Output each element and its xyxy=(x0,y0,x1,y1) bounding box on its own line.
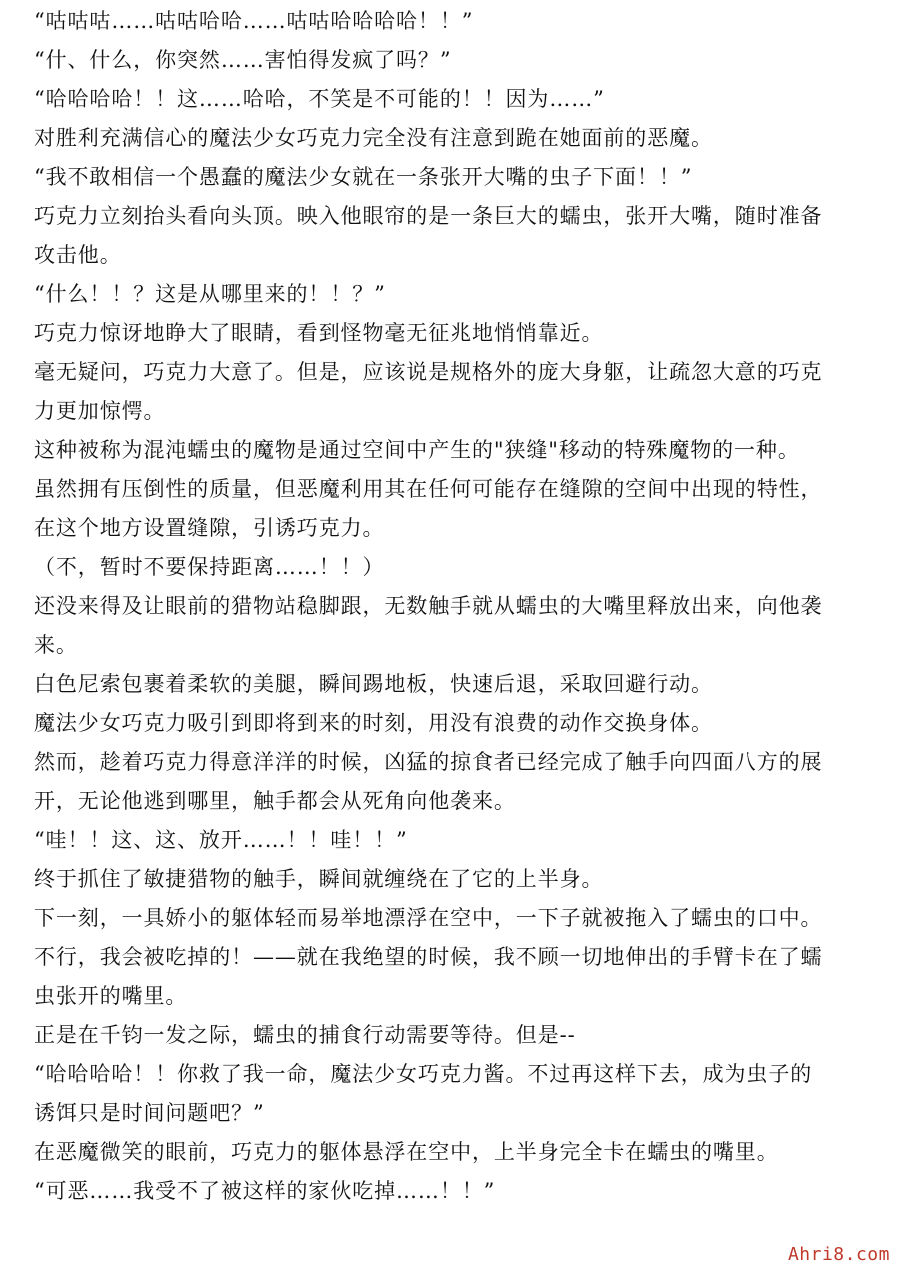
text-line: 白色尼索包裹着柔软的美腿，瞬间踢地板，快速后退，采取回避行动。 xyxy=(34,672,713,696)
text-line: 正是在千钧一发之际，蠕虫的捕食行动需要等待。但是-- xyxy=(34,1023,576,1047)
text-line: 对胜利充满信心的魔法少女巧克力完全没有注意到跪在她面前的恶魔。 xyxy=(34,126,713,150)
text-line: 下一刻，一具娇小的躯体轻而易举地漂浮在空中，一下子就被拖入了蠕虫的口中。 xyxy=(34,906,823,930)
watermark: Ahri8.com xyxy=(787,1244,890,1265)
text-line: “哇！！这、这、放开……！！哇！！” xyxy=(34,828,408,852)
text-line: “我不敢相信一个愚蠢的魔法少女就在一条张开大嘴的虫子下面！！” xyxy=(34,165,693,189)
text-line: （不，暂时不要保持距离……！！） xyxy=(34,555,385,579)
text-line: 这种被称为混沌蠕虫的魔物是通过空间中产生的"狭缝"移动的特殊魔物的一种。 xyxy=(34,438,800,462)
text-line: 在恶魔微笑的眼前，巧克力的躯体悬浮在空中，上半身完全卡在蠕虫的嘴里。 xyxy=(34,1140,779,1164)
text-line: 毫无疑问，巧克力大意了。但是，应该说是规格外的庞大身躯，让疏忽大意的巧克 xyxy=(34,360,823,384)
text-line: “什么！！？这是从哪里来的！！？” xyxy=(34,282,386,306)
text-line: 诱饵只是时间问题吧？” xyxy=(34,1101,265,1125)
text-line: “哈哈哈哈！！这……哈哈，不笑是不可能的！！因为……” xyxy=(34,87,605,111)
text-line: 虫张开的嘴里。 xyxy=(34,984,188,1008)
text-line: 开，无论他逃到哪里，触手都会从死角向他袭来。 xyxy=(34,789,516,813)
text-line: 巧克力惊讶地睁大了眼睛，看到怪物毫无征兆地悄悄靠近。 xyxy=(34,321,604,345)
text-line: “咕咕咕……咕咕哈哈……咕咕哈哈哈哈！！” xyxy=(34,9,474,33)
text-line: 然而，趁着巧克力得意洋洋的时候，凶猛的掠食者已经完成了触手向四面八方的展 xyxy=(34,750,823,774)
text-line: “可恶……我受不了被这样的家伙吃掉……！！” xyxy=(34,1179,496,1203)
text-line: 不行，我会被吃掉的！——就在我绝望的时候，我不顾一切地伸出的手臂卡在了蠕 xyxy=(34,945,823,969)
text-line: 攻击他。 xyxy=(34,243,122,267)
text-line: 巧克力立刻抬头看向头顶。映入他眼帘的是一条巨大的蠕虫，张开大嘴，随时准备 xyxy=(34,204,823,228)
text-line: 终于抓住了敏捷猎物的触手，瞬间就缠绕在了它的上半身。 xyxy=(34,867,604,891)
text-line: 还没来得及让眼前的猎物站稳脚跟，无数触手就从蠕虫的大嘴里释放出来，向他袭 xyxy=(34,594,823,618)
text-line: 在这个地方设置缝隙，引诱巧克力。 xyxy=(34,516,385,540)
text-line: 来。 xyxy=(34,633,78,657)
text-line: 虽然拥有压倒性的质量，但恶魔利用其在任何可能存在缝隙的空间中出现的特性， xyxy=(34,477,823,501)
text-line: “什、什么，你突然……害怕得发疯了吗？” xyxy=(34,48,452,72)
text-line: “哈哈哈哈！！你救了我一命，魔法少女巧克力酱。不过再这样下去，成为虫子的 xyxy=(34,1062,813,1086)
text-line: 力更加惊愕。 xyxy=(34,399,166,423)
text-line: 魔法少女巧克力吸引到即将到来的时刻，用没有浪费的动作交换身体。 xyxy=(34,711,713,735)
